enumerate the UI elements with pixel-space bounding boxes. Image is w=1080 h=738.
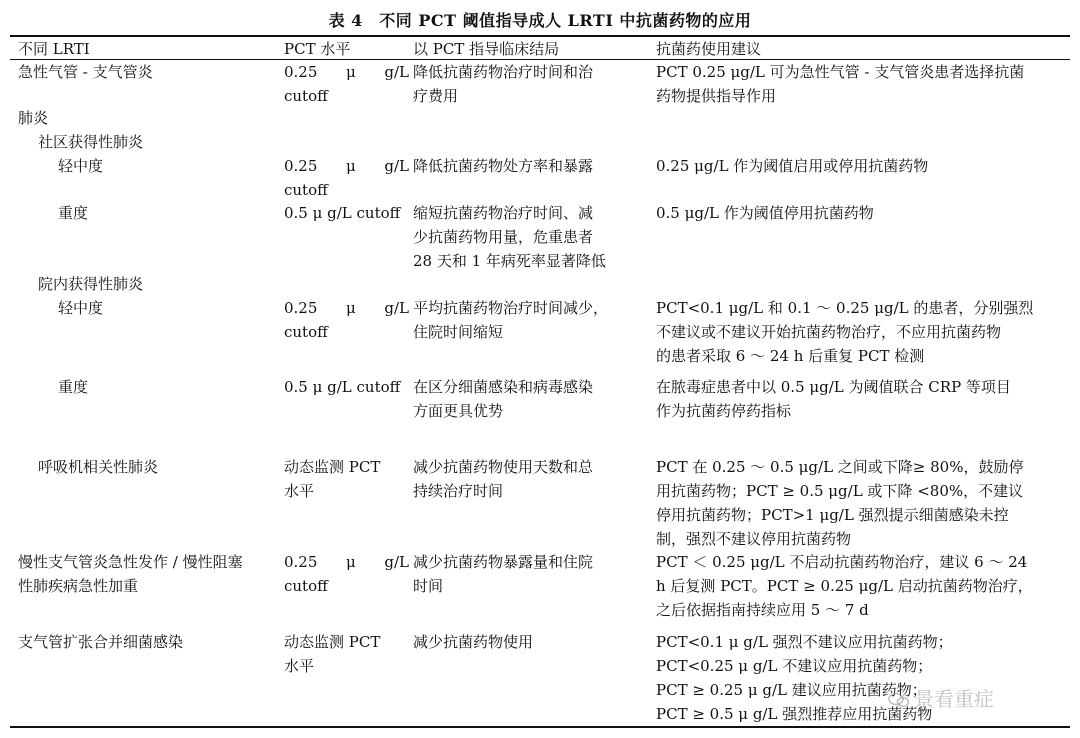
row-aecopd-outcome (413, 550, 641, 598)
cell-line: 院内获得性肺炎 (38, 275, 144, 293)
watermark (888, 683, 994, 712)
cell-line: 0.25 μ g/L (284, 553, 409, 571)
cell-line: 水平 (284, 482, 315, 500)
cell-line: 减少抗菌药物暴露量和住院 (413, 553, 594, 571)
row-hap-mild-outcome (413, 296, 641, 344)
cell-line: 住院时间缩短 (413, 323, 504, 341)
cell-line: PCT<0.25 μ g/L 不建议应用抗菌药物； (656, 657, 933, 675)
cell-line: 的患者采取 6 ～ 24 h 后重复 PCT 检测 (656, 347, 925, 365)
cell-line: 轻中度 (58, 299, 104, 317)
cell-line: 水平 (284, 657, 315, 675)
row-cap-severe-outcome (413, 201, 641, 273)
row-bronchitis-pct (284, 60, 409, 108)
header-recommendation: 抗菌药使用建议 (656, 40, 762, 58)
cell-line: 0.5 μ g/L cutoff (284, 204, 401, 222)
row-pneumonia-group (18, 106, 280, 130)
row-bronchiectasis-outcome (413, 630, 641, 654)
cell-line: cutoff (284, 87, 328, 105)
cell-line: 缩短抗菌药物治疗时间、减 (413, 204, 594, 222)
row-cap-mild-name (58, 154, 320, 178)
cell-line: 平均抗菌药物治疗时间减少， (413, 299, 609, 317)
row-cap-severe-name (58, 201, 320, 225)
row-vap-advice (656, 455, 1061, 551)
cell-line: 制，强烈不建议停用抗菌药物 (656, 530, 852, 548)
header-lrti: 不同 LRTI (18, 40, 90, 58)
row-bronchitis-outcome (413, 60, 641, 108)
top-rule (10, 35, 1070, 37)
cell-line: PCT ≥ 0.5 μ g/L 强烈推荐应用抗菌药物 (656, 705, 933, 723)
cell-line: cutoff (284, 323, 328, 341)
row-hap-severe-name (58, 375, 320, 399)
cell-line: PCT ≥ 0.25 μ g/L 建议应用抗菌药物； (656, 681, 927, 699)
cell-line: 减少抗菌药物使用天数和总 (413, 458, 594, 476)
cell-line: 方面更具优势 (413, 402, 504, 420)
cell-line: 时间 (413, 577, 444, 595)
row-vap-name (38, 455, 300, 479)
cell-line: 药物提供指导作用 (656, 87, 777, 105)
row-hap-mild-advice (656, 296, 1061, 368)
cell-line: 0.5 μg/L 作为阈值停用抗菌药物 (656, 204, 874, 222)
cell-line: 在区分细菌感染和病毒感染 (413, 378, 594, 396)
cell-line: 动态监测 PCT (284, 458, 381, 476)
row-cap-group (38, 130, 300, 154)
cell-line: 急性气管 - 支气管炎 (18, 63, 153, 81)
row-hap-severe-pct (284, 375, 409, 399)
watermark-text: 景看重症 (914, 687, 994, 711)
bottom-rule (10, 726, 1070, 728)
cell-line: 用抗菌药物；PCT ≥ 0.5 μg/L 或下降 <80%，不建议 (656, 482, 1024, 500)
row-bronchitis-name (18, 60, 280, 84)
row-aecopd-advice (656, 550, 1061, 622)
cell-line: 肺炎 (18, 109, 49, 127)
row-cap-mild-advice (656, 154, 1061, 178)
cell-line: 疗费用 (413, 87, 459, 105)
cell-line: 0.5 μ g/L cutoff (284, 378, 401, 396)
cell-line: 降低抗菌药物治疗时间和治 (413, 63, 594, 81)
row-bronchitis-advice (656, 60, 1061, 108)
row-aecopd-name (18, 550, 280, 598)
cell-line: 作为抗菌药停药指标 (656, 402, 792, 420)
cell-line: 呼吸机相关性肺炎 (38, 458, 159, 476)
table-title: 表 4 不同 PCT 阈值指导成人 LRTI 中抗菌药物的应用 (328, 11, 752, 30)
cell-line: PCT 0.25 μg/L 可为急性气管 - 支气管炎患者选择抗菌 (656, 63, 1025, 81)
cell-line: 停用抗菌药物；PCT>1 μg/L 强烈提示细菌感染未控 (656, 506, 1009, 524)
cell-line: 持续治疗时间 (413, 482, 504, 500)
row-hap-mild-name (58, 296, 320, 320)
header-clinical-outcome: 以 PCT 指导临床结局 (413, 40, 560, 58)
row-cap-severe-advice (656, 201, 1061, 225)
cell-line: 降低抗菌药物处方率和暴露 (413, 157, 594, 175)
row-aecopd-pct (284, 550, 409, 598)
cell-line: 慢性支气管炎急性发作 / 慢性阻塞 (18, 553, 243, 571)
cell-line: PCT 在 0.25 ～ 0.5 μg/L 之间或下降≥ 80%，鼓励停 (656, 458, 1024, 476)
cell-line: PCT<0.1 μg/L 和 0.1 ～ 0.25 μg/L 的患者，分别强烈 (656, 299, 1034, 317)
row-bronchiectasis-name (18, 630, 280, 654)
cell-line: 0.25 μg/L 作为阈值启用或停用抗菌药物 (656, 157, 929, 175)
row-hap-group (38, 272, 300, 296)
cell-line: 0.25 μ g/L (284, 157, 409, 175)
row-hap-mild-pct (284, 296, 409, 344)
cell-line: 28 天和 1 年病死率显著降低 (413, 252, 606, 270)
header-pct-level: PCT 水平 (284, 40, 351, 58)
cell-line: 0.25 μ g/L (284, 299, 409, 317)
wechat-icon (888, 689, 910, 705)
cell-line: 支气管扩张合并细菌感染 (18, 633, 184, 651)
cell-line: 少抗菌药物用量，危重患者 (413, 228, 594, 246)
cell-line: 减少抗菌药物使用 (413, 633, 534, 651)
row-vap-outcome (413, 455, 641, 503)
cell-line: 性肺疾病急性加重 (18, 577, 139, 595)
row-hap-severe-advice (656, 375, 1061, 423)
cell-line: PCT ＜ 0.25 μg/L 不启动抗菌药物治疗，建议 6 ～ 24 (656, 553, 1028, 571)
row-hap-severe-outcome (413, 375, 641, 423)
row-bronchiectasis-advice (656, 630, 1061, 726)
row-cap-severe-pct (284, 201, 409, 225)
cell-line: 轻中度 (58, 157, 104, 175)
cell-line: PCT<0.1 μ g/L 强烈不建议应用抗菌药物； (656, 633, 953, 651)
row-vap-pct (284, 455, 409, 503)
cell-line: 之后依据指南持续应用 5 ～ 7 d (656, 601, 869, 619)
cell-line: 社区获得性肺炎 (38, 133, 144, 151)
cell-line: 不建议或不建议开始抗菌药物治疗，不应用抗菌药物 (656, 323, 1002, 341)
cell-line: cutoff (284, 181, 328, 199)
row-bronchiectasis-pct (284, 630, 409, 678)
cell-line: cutoff (284, 577, 328, 595)
cell-line: 重度 (58, 204, 89, 222)
row-cap-mild-outcome (413, 154, 641, 178)
row-cap-mild-pct (284, 154, 409, 202)
cell-line: 0.25 μ g/L (284, 63, 409, 81)
cell-line: 重度 (58, 378, 89, 396)
cell-line: h 后复测 PCT。PCT ≥ 0.25 μg/L 启动抗菌药物治疗， (656, 577, 1033, 595)
cell-line: 动态监测 PCT (284, 633, 381, 651)
cell-line: 在脓毒症患者中以 0.5 μg/L 为阈值联合 CRP 等项目 (656, 378, 1011, 396)
